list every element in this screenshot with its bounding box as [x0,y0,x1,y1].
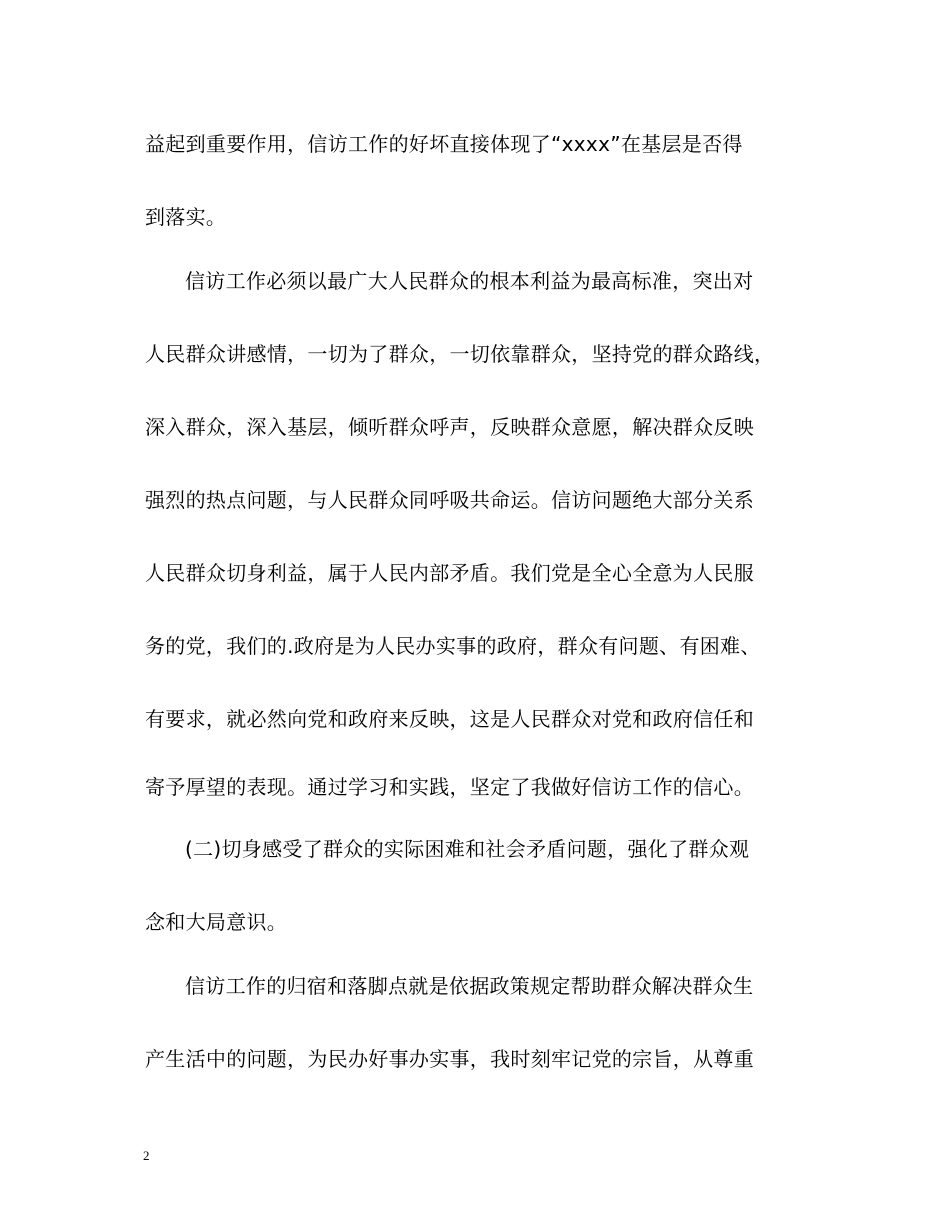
text-line: 强烈的热点问题，与人民群众同呼吸共命运。信访问题绝大部分关系 [145,488,754,512]
text-line: 产生活中的问题，为民办好事办实事，我时刻牢记党的宗旨，从尊重 [145,1047,754,1071]
text-line: 有要求，就必然向党和政府来反映，这是人民群众对党和政府信任和 [145,707,754,731]
text-line: 人民群众切身利益，属于人民内部矛盾。我们党是全心全意为人民服 [145,561,754,585]
text-line: 益起到重要作用，信访工作的好坏直接体现了“xxxx”在基层是否得 [145,132,743,156]
text-line: 人民群众讲感情，一切为了群众，一切依靠群众，坚持党的群众路线， [145,342,775,366]
text-line: 寄予厚望的表现。通过学习和实践，坚定了我做好信访工作的信心。 [145,775,754,799]
page-number: 2 [143,1148,150,1163]
text-line: 信访工作必须以最广大人民群众的根本利益为最高标准，突出对 [185,269,754,293]
text-line: (二)切身感受了群众的实际困难和社会矛盾问题，强化了群众观 [185,837,750,861]
text-line: 念和大局意识。 [145,910,288,934]
text-line: 信访工作的归宿和落脚点就是依据政策规定帮助群众解决群众生 [185,974,754,998]
text-line: 务的党，我们的.政府是为人民办实事的政府，群众有问题、有困难、 [145,634,761,658]
text-line: 到落实。 [145,205,227,229]
text-line: 深入群众，深入基层，倾听群众呼声，反映群众意愿，解决群众反映 [145,415,754,439]
